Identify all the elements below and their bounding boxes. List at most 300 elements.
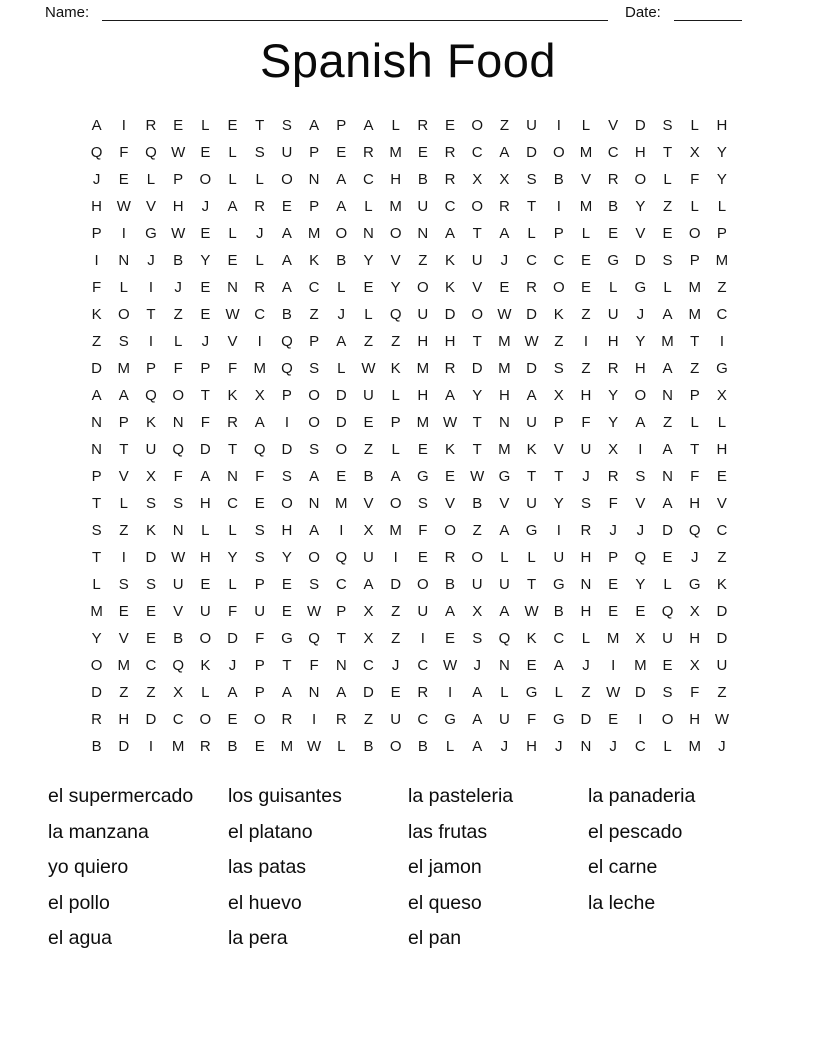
grid-cell: Q bbox=[145, 387, 157, 404]
grid-cell: J bbox=[92, 171, 101, 188]
grid-cell: U bbox=[417, 603, 429, 620]
grid-cell: P bbox=[608, 549, 619, 566]
grid-cell: M bbox=[117, 657, 131, 674]
grid-cell: N bbox=[580, 576, 592, 593]
grid-cell: T bbox=[227, 441, 238, 458]
grid-cell: Q bbox=[281, 360, 293, 377]
grid-cell: M bbox=[715, 252, 729, 269]
grid-cell: R bbox=[498, 198, 510, 215]
grid-cell: V bbox=[499, 495, 510, 512]
grid-cell: A bbox=[635, 414, 646, 431]
grid-cell: T bbox=[472, 441, 482, 458]
grid-cell: J bbox=[718, 738, 726, 755]
grid-cell: V bbox=[118, 468, 129, 485]
word-list-item: el huevo bbox=[228, 891, 302, 914]
grid-cell: Y bbox=[635, 333, 646, 350]
grid-cell: X bbox=[716, 387, 727, 404]
grid-cell: Q bbox=[389, 306, 402, 323]
grid-cell: B bbox=[173, 252, 184, 269]
grid-cell: L bbox=[663, 738, 672, 755]
grid-cell: U bbox=[363, 387, 374, 404]
grid-cell: H bbox=[281, 522, 293, 539]
grid-cell: O bbox=[417, 279, 429, 296]
grid-cell: R bbox=[145, 117, 157, 134]
grid-cell: N bbox=[335, 657, 347, 674]
grid-cell: N bbox=[118, 252, 130, 269]
grid-cell: B bbox=[363, 468, 374, 485]
grid-cell: C bbox=[526, 252, 538, 269]
grid-cell: A bbox=[662, 360, 673, 377]
grid-cell: V bbox=[363, 495, 374, 512]
grid-cell: R bbox=[607, 468, 619, 485]
grid-cell: Z bbox=[418, 252, 428, 269]
grid-cell: L bbox=[364, 306, 373, 323]
grid-cell: K bbox=[227, 387, 238, 404]
grid-cell: A bbox=[91, 387, 102, 404]
grid-row bbox=[83, 517, 736, 544]
grid-row bbox=[83, 652, 736, 679]
grid-cell: P bbox=[689, 252, 700, 269]
grid-cell: L bbox=[228, 576, 237, 593]
grid-cell: L bbox=[146, 171, 156, 188]
grid-cell: D bbox=[118, 738, 130, 755]
word-list-item: el supermercado bbox=[48, 785, 194, 807]
grid-cell: P bbox=[309, 198, 320, 215]
grid-cell: J bbox=[147, 252, 155, 269]
grid-cell: P bbox=[309, 144, 320, 161]
grid-cell: R bbox=[526, 279, 538, 296]
grid-row bbox=[83, 382, 736, 409]
grid-cell: W bbox=[307, 738, 322, 755]
grid-cell: H bbox=[172, 198, 184, 215]
grid-cell: O bbox=[281, 171, 293, 188]
grid-cell: G bbox=[145, 225, 157, 242]
grid-cell: E bbox=[662, 225, 673, 242]
grid-cell: Z bbox=[119, 522, 129, 539]
grid-cell: Q bbox=[145, 144, 157, 161]
grid-cell: P bbox=[309, 333, 320, 350]
grid-cell: S bbox=[553, 360, 564, 377]
grid-cell: K bbox=[200, 657, 211, 674]
grid-cell: S bbox=[662, 117, 673, 134]
grid-cell: O bbox=[634, 171, 647, 188]
grid-cell: U bbox=[281, 144, 293, 161]
word-list-column bbox=[48, 779, 193, 957]
grid-cell: L bbox=[500, 549, 509, 566]
grid-cell: T bbox=[282, 657, 292, 674]
grid-cell: B bbox=[445, 576, 456, 593]
grid-cell: L bbox=[581, 630, 591, 647]
grid-cell: O bbox=[552, 144, 565, 161]
grid-cell: I bbox=[284, 414, 289, 431]
grid-cell: A bbox=[91, 117, 102, 134]
grid-cell: K bbox=[91, 306, 102, 323]
grid-row bbox=[83, 625, 736, 652]
grid-cell: U bbox=[390, 711, 402, 728]
grid-cell: T bbox=[472, 414, 482, 431]
grid-cell: T bbox=[527, 468, 537, 485]
grid-cell: Z bbox=[717, 279, 727, 296]
grid-cell: E bbox=[200, 225, 211, 242]
grid-cell: A bbox=[336, 171, 347, 188]
grid-cell: U bbox=[498, 576, 510, 593]
grid-cell: O bbox=[389, 225, 402, 242]
word-list-item: el queso bbox=[408, 891, 482, 914]
grid-cell: C bbox=[716, 522, 728, 539]
grid-cell: I bbox=[312, 711, 317, 728]
grid-cell: D bbox=[335, 414, 347, 431]
grid-cell: T bbox=[527, 198, 537, 215]
grid-cell: P bbox=[254, 684, 265, 701]
grid-cell: N bbox=[498, 414, 510, 431]
grid-cell: W bbox=[171, 144, 186, 161]
grid-cell: B bbox=[281, 306, 292, 323]
grid-cell: L bbox=[527, 549, 536, 566]
grid-cell: T bbox=[472, 225, 482, 242]
grid-cell: S bbox=[173, 495, 184, 512]
grid-cell: K bbox=[716, 576, 727, 593]
grid-cell: H bbox=[716, 117, 728, 134]
grid-cell: R bbox=[444, 549, 456, 566]
grid-cell: D bbox=[363, 684, 374, 701]
grid-cell: Z bbox=[363, 441, 374, 458]
grid-row bbox=[83, 139, 736, 166]
grid-cell: L bbox=[690, 198, 699, 215]
grid-cell: P bbox=[145, 360, 156, 377]
grid-row bbox=[83, 490, 736, 517]
grid-cell: J bbox=[500, 252, 509, 269]
word-list-item: las patas bbox=[228, 856, 307, 879]
grid-cell: X bbox=[472, 171, 483, 188]
grid-cell: F bbox=[581, 414, 591, 431]
grid-cell: Q bbox=[90, 144, 103, 161]
grid-cell: B bbox=[553, 603, 564, 620]
grid-cell: C bbox=[145, 657, 157, 674]
grid-cell: T bbox=[146, 306, 156, 323]
grid-cell: E bbox=[200, 279, 211, 296]
grid-cell: L bbox=[500, 684, 509, 701]
grid-cell: R bbox=[444, 360, 456, 377]
grid-cell: S bbox=[145, 576, 156, 593]
grid-cell: L bbox=[337, 279, 346, 296]
grid-cell: O bbox=[117, 306, 130, 323]
grid-cell: F bbox=[173, 468, 183, 485]
grid-cell: H bbox=[634, 360, 646, 377]
grid-cell: E bbox=[417, 549, 428, 566]
grid-cell: X bbox=[363, 630, 374, 647]
grid-cell: P bbox=[281, 387, 292, 404]
grid-cell: C bbox=[417, 657, 429, 674]
grid-cell: W bbox=[524, 603, 539, 620]
grid-cell: I bbox=[393, 549, 398, 566]
grid-cell: N bbox=[662, 468, 673, 485]
grid-cell: I bbox=[121, 117, 126, 134]
grid-cell: J bbox=[555, 738, 563, 755]
date-fill-line bbox=[674, 20, 742, 21]
grid-cell: O bbox=[471, 117, 484, 134]
grid-cell: R bbox=[254, 198, 266, 215]
grid-cell: I bbox=[148, 738, 154, 755]
grid-cell: N bbox=[308, 495, 320, 512]
grid-cell: T bbox=[662, 144, 673, 161]
grid-cell: S bbox=[309, 576, 320, 593]
grid-cell: N bbox=[662, 387, 673, 404]
grid-cell: J bbox=[609, 522, 617, 539]
grid-cell: N bbox=[227, 468, 238, 485]
grid-cell: R bbox=[91, 711, 103, 728]
grid-cell: D bbox=[145, 549, 157, 566]
grid-cell: G bbox=[607, 252, 619, 269]
grid-cell: H bbox=[498, 387, 510, 404]
grid-cell: X bbox=[689, 603, 700, 620]
grid-cell: R bbox=[227, 414, 238, 431]
grid-cell: I bbox=[447, 684, 453, 701]
grid-cell: Z bbox=[581, 306, 591, 323]
grid-cell: L bbox=[337, 360, 346, 377]
grid-cell: L bbox=[690, 414, 699, 431]
grid-cell: D bbox=[580, 711, 592, 728]
word-list-item: el pescado bbox=[588, 820, 683, 843]
grid-row bbox=[83, 544, 736, 571]
grid-cell: Y bbox=[227, 549, 238, 566]
grid-cell: A bbox=[309, 522, 320, 539]
grid-cell: W bbox=[470, 468, 485, 485]
grid-cell: Q bbox=[335, 549, 348, 566]
grid-cell: O bbox=[688, 225, 701, 242]
grid-cell: F bbox=[119, 144, 129, 161]
grid-cell: A bbox=[499, 144, 510, 161]
grid-cell: X bbox=[499, 171, 510, 188]
grid-cell: J bbox=[582, 657, 590, 674]
grid-cell: M bbox=[171, 738, 185, 755]
grid-cell: I bbox=[257, 333, 262, 350]
grid-cell: C bbox=[417, 711, 429, 728]
grid-cell: P bbox=[336, 603, 347, 620]
grid-cell: N bbox=[580, 738, 592, 755]
name-fill-line bbox=[102, 20, 608, 21]
grid-cell: Y bbox=[200, 252, 211, 269]
grid-cell: V bbox=[608, 117, 619, 134]
grid-cell: C bbox=[444, 198, 456, 215]
grid-cell: L bbox=[228, 225, 237, 242]
grid-cell: S bbox=[662, 252, 673, 269]
grid-cell: L bbox=[255, 252, 264, 269]
grid-cell: W bbox=[442, 414, 458, 431]
grid-cell: O bbox=[172, 387, 184, 404]
grid-cell: Z bbox=[717, 549, 727, 566]
grid-cell: Y bbox=[553, 495, 564, 512]
grid-cell: W bbox=[116, 198, 131, 215]
grid-row bbox=[83, 112, 736, 139]
word-list-item: la pera bbox=[228, 927, 288, 950]
page-title: Spanish Food bbox=[259, 34, 557, 87]
grid-cell: P bbox=[91, 468, 102, 485]
grid-cell: G bbox=[498, 468, 511, 485]
grid-cell: E bbox=[580, 252, 591, 269]
grid-cell: Y bbox=[91, 630, 102, 647]
grid-cell: E bbox=[716, 468, 727, 485]
grid-cell: L bbox=[228, 522, 237, 539]
grid-cell: J bbox=[473, 657, 481, 674]
grid-cell: E bbox=[227, 117, 238, 134]
grid-cell: E bbox=[417, 144, 428, 161]
word-list-item: la leche bbox=[588, 891, 656, 914]
grid-cell: L bbox=[119, 495, 128, 512]
grid-cell: I bbox=[556, 117, 561, 134]
grid-cell: G bbox=[552, 711, 565, 728]
grid-cell: Q bbox=[634, 549, 647, 566]
grid-cell: F bbox=[92, 279, 102, 296]
grid-cell: O bbox=[471, 549, 484, 566]
grid-cell: E bbox=[145, 603, 156, 620]
grid-cell: X bbox=[363, 603, 374, 620]
grid-cell: P bbox=[553, 225, 564, 242]
grid-cell: U bbox=[526, 414, 538, 431]
grid-cell: L bbox=[690, 117, 699, 134]
grid-cell: E bbox=[445, 630, 456, 647]
grid-cell: A bbox=[281, 252, 292, 269]
grid-cell: L bbox=[364, 198, 373, 215]
grid-cell: W bbox=[225, 306, 240, 323]
grid-cell: U bbox=[254, 603, 266, 620]
grid-cell: X bbox=[363, 522, 374, 539]
grid-cell: Z bbox=[119, 684, 129, 701]
grid-cell: N bbox=[227, 279, 238, 296]
grid-cell: C bbox=[335, 576, 347, 593]
word-list-column bbox=[588, 779, 695, 921]
word-list-item: los guisantes bbox=[228, 785, 342, 807]
grid-cell: K bbox=[526, 441, 537, 458]
grid-row bbox=[83, 301, 736, 328]
grid-cell: B bbox=[227, 738, 238, 755]
grid-cell: U bbox=[498, 711, 510, 728]
grid-cell: F bbox=[255, 630, 265, 647]
grid-cell: L bbox=[717, 414, 727, 431]
grid-cell: U bbox=[580, 441, 592, 458]
grid-cell: S bbox=[145, 495, 156, 512]
grid-cell: W bbox=[497, 306, 512, 323]
grid-cell: G bbox=[444, 711, 456, 728]
grid-cell: G bbox=[552, 576, 565, 593]
grid-cell: M bbox=[389, 522, 402, 539]
grid-cell: E bbox=[281, 198, 292, 215]
grid-cell: F bbox=[173, 360, 183, 377]
grid-cell: V bbox=[635, 495, 646, 512]
grid-cell: M bbox=[688, 279, 701, 296]
grid-cell: S bbox=[472, 630, 483, 647]
grid-cell: P bbox=[336, 117, 347, 134]
grid-cell: E bbox=[608, 603, 619, 620]
grid-cell: Q bbox=[498, 630, 511, 647]
grid-cell: N bbox=[498, 657, 510, 674]
grid-row bbox=[83, 193, 736, 220]
grid-cell: X bbox=[173, 684, 184, 701]
grid-cell: J bbox=[255, 225, 264, 242]
grid-cell: I bbox=[611, 657, 616, 674]
grid-cell: A bbox=[445, 225, 456, 242]
grid-cell: E bbox=[445, 117, 456, 134]
grid-cell: A bbox=[363, 576, 374, 593]
grid-cell: E bbox=[200, 144, 211, 161]
grid-cell: W bbox=[524, 333, 539, 350]
grid-cell: A bbox=[662, 306, 673, 323]
grid-cell: N bbox=[172, 522, 184, 539]
grid-cell: N bbox=[172, 414, 184, 431]
grid-cell: O bbox=[471, 306, 484, 323]
grid-cell: L bbox=[554, 684, 563, 701]
grid-cell: D bbox=[145, 711, 157, 728]
grid-cell: Q bbox=[688, 522, 701, 539]
grid-cell: U bbox=[662, 630, 673, 647]
grid-cell: D bbox=[634, 684, 646, 701]
grid-cell: O bbox=[281, 495, 293, 512]
grid-cell: X bbox=[472, 603, 483, 620]
grid-cell: R bbox=[580, 522, 592, 539]
grid-cell: H bbox=[689, 495, 701, 512]
grid-cell: V bbox=[390, 252, 401, 269]
grid-cell: L bbox=[391, 441, 400, 458]
grid-cell: L bbox=[119, 279, 128, 296]
grid-cell: E bbox=[336, 468, 347, 485]
grid-cell: L bbox=[391, 117, 400, 134]
grid-cell: E bbox=[200, 576, 211, 593]
grid-cell: U bbox=[553, 549, 565, 566]
grid-cell: E bbox=[662, 657, 673, 674]
grid-cell: H bbox=[689, 630, 701, 647]
grid-cell: X bbox=[689, 144, 700, 161]
grid-cell: A bbox=[390, 468, 401, 485]
grid-cell: Y bbox=[635, 576, 646, 593]
grid-cell: H bbox=[634, 144, 646, 161]
grid-cell: T bbox=[336, 630, 346, 647]
grid-cell: I bbox=[148, 279, 154, 296]
grid-cell: Q bbox=[253, 441, 266, 458]
grid-cell: V bbox=[716, 495, 727, 512]
grid-cell: K bbox=[445, 252, 456, 269]
grid-cell: H bbox=[199, 495, 211, 512]
grid-cell: J bbox=[636, 522, 645, 539]
grid-cell: P bbox=[553, 414, 564, 431]
grid-cell: D bbox=[91, 684, 103, 701]
grid-cell: N bbox=[417, 225, 429, 242]
grid-cell: D bbox=[199, 441, 211, 458]
grid-cell: S bbox=[254, 549, 265, 566]
grid-cell: S bbox=[91, 522, 102, 539]
grid-cell: A bbox=[445, 387, 456, 404]
grid-cell: K bbox=[390, 360, 401, 377]
grid-cell: B bbox=[91, 738, 102, 755]
grid-row bbox=[83, 166, 736, 193]
grid-cell: B bbox=[608, 198, 619, 215]
grid-cell: V bbox=[173, 603, 184, 620]
grid-cell: A bbox=[472, 738, 483, 755]
grid-cell: C bbox=[172, 711, 184, 728]
grid-cell: D bbox=[716, 603, 728, 620]
grid-cell: A bbox=[662, 495, 673, 512]
grid-cell: C bbox=[716, 306, 728, 323]
grid-cell: M bbox=[335, 495, 348, 512]
grid-row bbox=[83, 463, 736, 490]
grid-cell: X bbox=[254, 387, 265, 404]
grid-cell: N bbox=[91, 414, 103, 431]
grid-cell: M bbox=[606, 630, 620, 647]
grid-cell: M bbox=[661, 333, 674, 350]
grid-cell: E bbox=[118, 603, 129, 620]
grid-cell: K bbox=[445, 441, 456, 458]
grid-cell: L bbox=[337, 738, 346, 755]
grid-row bbox=[83, 436, 736, 463]
grid-cell: P bbox=[200, 360, 211, 377]
